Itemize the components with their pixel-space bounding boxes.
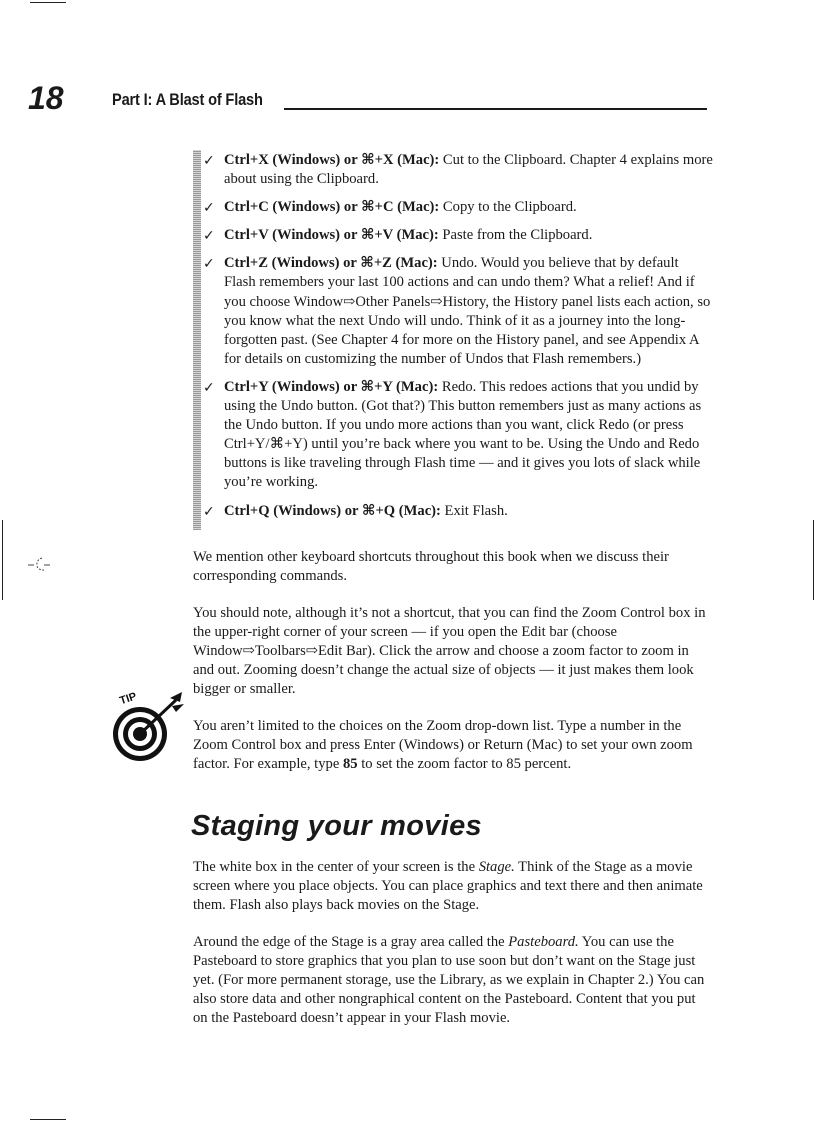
shortcut-description: Copy to the Clipboard. — [439, 199, 577, 216]
header-rule — [284, 108, 707, 110]
crop-mark — [30, 1119, 66, 1120]
shortcut-description: Undo. Would you believe that by default Flash remembers your last 100 actions and can undo them? What a relief! And if you choose Window⇨Other Panels⇨History, the History panel lists each action, so you know what the next Undo will undo. Think of it as a journey into the long-forgotten past. (See Chapter 4 for more on the History panel, and see Appendix A for details on customizing the number of Undos that Flash remembers.) — [224, 255, 711, 367]
tip-value: 85 — [342, 756, 358, 773]
crop-mark — [30, 2, 66, 3]
shortcut-keys: Ctrl+Y (Windows) or ⌘+Y (Mac): — [224, 378, 439, 395]
check-bullet-icon: ✓ — [203, 200, 215, 217]
shortcut-description: Paste from the Clipboard. — [438, 227, 593, 244]
list-item — [203, 502, 713, 521]
paragraph-text: Think of the Stage as a movie screen where you place objects. You can place graphics and text there and then animate them. Flash also plays back movies on the Stage. — [193, 859, 703, 914]
paragraph — [193, 933, 713, 1028]
tip-target-icon — [110, 688, 186, 764]
list-item — [203, 151, 713, 189]
paragraph: We mention other keyboard shortcuts throughout this book when we discuss their corresponding commands. — [193, 549, 669, 585]
paragraph — [193, 858, 713, 915]
shortcut-keys: Ctrl+Z (Windows) or ⌘+Z (Mac): — [224, 255, 438, 272]
shortcut-keys: Ctrl+Q (Windows) or ⌘+Q (Mac): — [224, 502, 441, 519]
registration-mark-icon — [26, 554, 52, 574]
check-bullet-icon: ✓ — [203, 379, 215, 396]
paragraph-text: The white box in the center of your screen is the — [193, 859, 479, 875]
page-number: 18 — [28, 80, 64, 116]
tip-text: to set the zoom factor to 85 percent. — [357, 756, 572, 773]
paragraph: You should note, although it’s not a shortcut, that you can find the Zoom Control box in the upper-right corner of your screen — if you open the Edit bar (choose Window⇨Toolbars⇨Edit Bar). Click the arrow and choose a zoom factor to zoom in and out. Zooming doesn’t change the actual size of objects — it just makes them look bigger or smaller. — [193, 605, 706, 698]
shortcut-keys: Ctrl+X (Windows) or ⌘+X (Mac): — [224, 152, 440, 168]
section-heading: Staging your movies — [191, 810, 482, 842]
term: Pasteboard. — [508, 934, 579, 950]
shortcut-keys: Ctrl+V (Windows) or ⌘+V (Mac): — [224, 227, 439, 244]
list-item — [203, 198, 713, 217]
check-bullet-icon: ✓ — [203, 228, 215, 245]
crop-mark — [813, 520, 814, 600]
check-bullet-icon: ✓ — [203, 256, 215, 273]
list-side-bar — [193, 150, 201, 530]
list-item — [203, 378, 713, 493]
shortcut-description: Redo. This redoes actions that you undid by using the Undo button. (Got that?) This button remembers just as many actions as the Undo button. If you undo more actions than you want, click Redo (or press Ctrl+Y/⌘+Y) until you’re back where you want to be. Using the Undo and Redo buttons is like traveling through Flash time — and it gives you lots of slack while you’re working. — [224, 378, 702, 491]
shortcut-list — [203, 151, 713, 530]
shortcut-keys: Ctrl+C (Windows) or ⌘+C (Mac): — [224, 199, 440, 216]
list-item — [203, 226, 713, 245]
tip-paragraph — [193, 717, 713, 774]
term: Stage. — [478, 859, 515, 875]
shortcut-description: Cut to the Clipboard. Chapter 4 explains more about using the Clipboard. — [224, 152, 713, 188]
check-bullet-icon: ✓ — [203, 503, 215, 520]
crop-mark — [2, 520, 3, 600]
list-item — [203, 254, 713, 369]
check-bullet-icon: ✓ — [203, 153, 215, 169]
paragraph-text: Around the edge of the Stage is a gray area called the — [193, 934, 509, 950]
paragraph-text: You can use the Pasteboard to store graphics that you plan to use soon but don’t want on the Stage just yet. (For more permanent storage, use the Library, as we explain in Chapter 2.) You can also store data and other nongraphical content on the Pasteboard. Content that you put on the Pasteboard doesn’t appear in your Flash movie. — [193, 934, 705, 1027]
tip-label: TIP — [118, 690, 139, 708]
running-head: Part I: A Blast of Flash — [112, 90, 263, 109]
shortcut-description: Exit Flash. — [440, 502, 508, 519]
tip-text: You aren’t limited to the choices on the Zoom drop-down list. Type a number in the Zoom Control box and press Enter (Windows) or Return (Mac) to set your own zoom factor. For example, type — [193, 718, 693, 773]
